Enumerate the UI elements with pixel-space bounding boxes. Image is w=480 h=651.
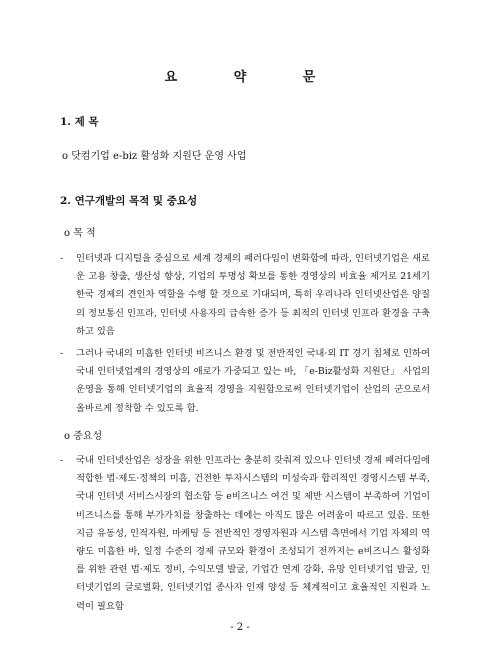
purpose-paragraph	[60, 345, 430, 418]
purpose-heading: o 목 적	[64, 228, 96, 239]
bullet-dash: -	[60, 253, 64, 264]
page-number: - 2 -	[230, 622, 250, 633]
importance-heading: o 중요성	[64, 431, 103, 442]
purpose-paragraph	[60, 250, 430, 341]
section-1-item: o 닷컴기업 e-biz 활성화 지원단 운영 사업	[62, 151, 247, 162]
paragraph-text: 인터넷과 디지털을 중심으로 세계 경제의 패러다임이 변화함에 따라, 인터넷기업은 새로운 고용 창출, 생산성 향상, 기업의 투명성 확보를 통한 경영상의 비효율 제거로 21세기 한국 경제의 견인차 역할을 수행 할 것으로 기대되며, 특히 우리나라 인터넷산업은 양질의 정보통신 인프라, 인터넷 사용자의 급속한 증가 등 최적의 인터넷 인프라 환경을 구축하고 있음	[76, 253, 430, 337]
section-1-heading: 1. 제 목	[60, 116, 99, 128]
paragraph-text: 그러나 국내의 미흡한 인터넷 비즈니스 환경 및 전반적인 국내·외 IT 경기 침체로 인하여 국내 인터넷업계의 경영상의 애로가 가중되고 있는 바, 「e-Biz활성화 지원단」 사업의 운영을 통해 인터넷기업의 효율적 경영을 지원함으로써 인터넷기업이 산업의 군으로서 올바르게 정착할 수 있도록 함.	[76, 348, 430, 414]
bullet-dash: -	[60, 348, 64, 359]
bullet-dash: -	[60, 455, 64, 466]
importance-paragraph	[60, 452, 430, 616]
section-2-heading: 2. 연구개발의 목적 및 중요성	[60, 195, 198, 207]
page-title: 요 약 문	[164, 70, 342, 85]
paragraph-text: 국내 인터넷산업은 성장을 위한 인프라는 충분히 갖춰져 있으나 인터넷 경제 패러다임에 적합한 법·제도·정책의 미흡, 건전한 투자시스템의 미성숙과 합리적인 경영시스템 부족, 국내 인터넷 서비스시장의 협소함 등 e비즈니스 여건 및 제반 시스템이 부족하여 기업이 비즈니스를 통해 부가가치를 창출하는 데에는 아직도 많은 어려움이 따르고 있음. 또한 지금 유동성, 인적자원, 마케팅 등 전반적인 경영자원과 시스템 측면에서 기업 자체의 역량도 미흡한 바, 일정 수준의 경제 규모와 환경이 조성되기 전까지는 e비즈니스 활성화를 위한 관련 법·제도 정비, 수익모델 발굴, 기업간 연계 강화, 유망 인터넷기업 발굴, 인터넷기업의 글로벌화, 인터넷기업 종사자 인재 양성 등 체계적이고 효율적인 지원과 노력이 필요함	[76, 455, 430, 612]
